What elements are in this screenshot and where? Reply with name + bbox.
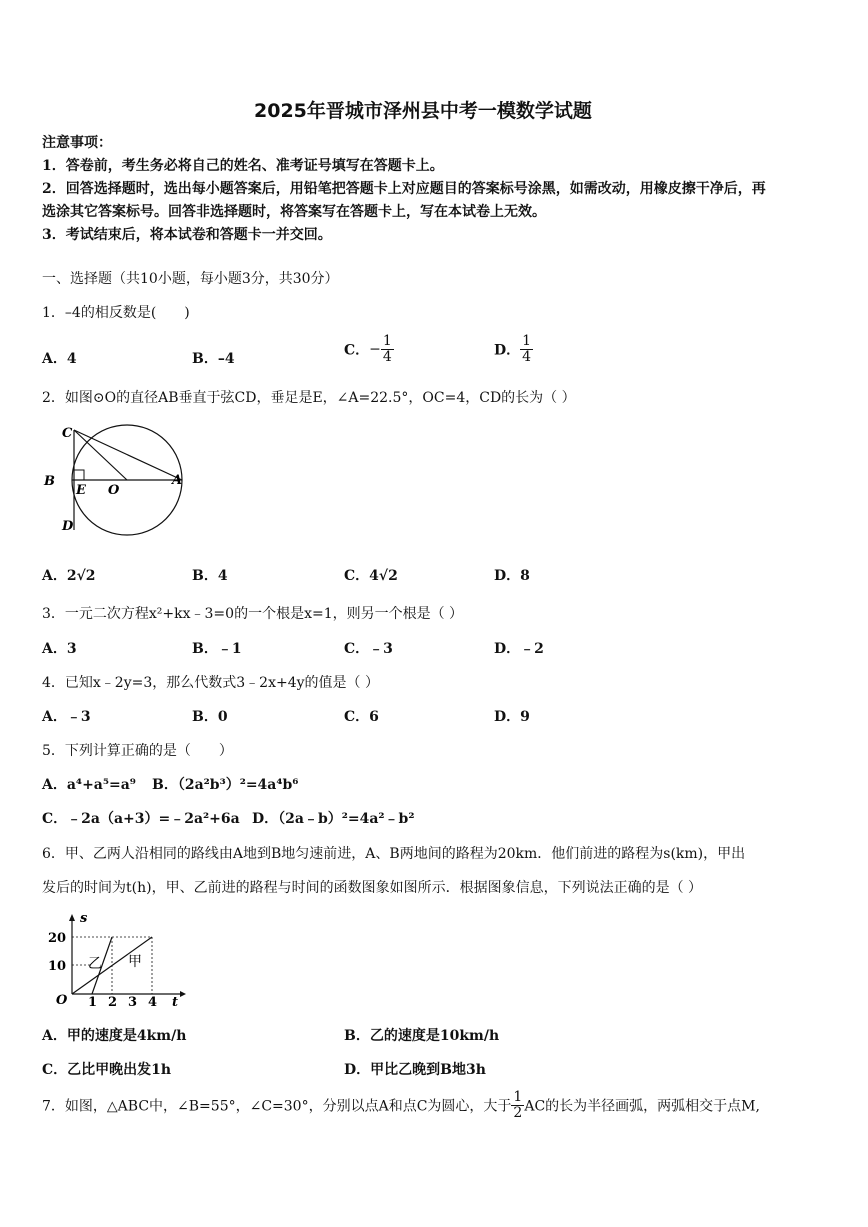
label-d: D xyxy=(62,519,74,534)
page-title: 2025年晋城市泽州县中考一模数学试题 xyxy=(254,100,592,122)
x-tick-4: 4 xyxy=(148,995,158,1008)
q6-option-d: D．甲比乙晚到B地3h xyxy=(344,1062,486,1078)
q6-option-c: C．乙比甲晚出发1h xyxy=(42,1062,172,1078)
q2-option-d: D．8 xyxy=(494,568,530,584)
q4-option-a: A．﹣3 xyxy=(42,709,91,725)
q2-option-c: C．4√2 xyxy=(344,568,398,584)
y-tick-10: 10 xyxy=(48,959,67,974)
q1-option-d xyxy=(494,334,533,365)
label-e: E xyxy=(76,483,86,498)
q5-option-d: D．（2a﹣b）²=4a²﹣b² xyxy=(252,811,415,827)
x-axis-label: t xyxy=(172,995,179,1008)
q7-stem-post: AC的长为半径画弧，两弧相交于点M, xyxy=(524,1098,760,1115)
q1-option-c-label: C． xyxy=(344,342,370,359)
q2-option-b: B．4 xyxy=(192,568,228,584)
question-6-stem-line2: 发后的时间为t(h)，甲、乙前进的路程与时间的函数图象如图所示．根据图象信息，下列说法正确的是（ ） xyxy=(42,880,703,896)
fraction-denominator: 4 xyxy=(382,349,392,365)
y-axis-label: s xyxy=(80,911,88,926)
q1-option-b: B．–4 xyxy=(192,351,235,367)
q1-option-a: A．4 xyxy=(42,351,77,367)
x-tick-1: 1 xyxy=(88,995,98,1008)
segment-ca xyxy=(74,430,182,480)
circle-figure xyxy=(40,418,190,540)
label-c: C xyxy=(62,426,73,441)
q3-option-c: C．﹣3 xyxy=(344,641,393,657)
label-a: A xyxy=(172,473,183,488)
segment-co xyxy=(74,430,127,480)
q3-option-d: D．﹣2 xyxy=(494,641,544,657)
question-7-stem xyxy=(42,1090,760,1121)
series-label-jia: 甲 xyxy=(128,954,142,970)
fraction-numerator: 1 xyxy=(513,1089,523,1105)
question-6-stem-line1: 6．甲、乙两人沿相同的路线由A地到B地匀速前进，A、B两地间的路程为20km．他们前进的路程为s(km)，甲出 xyxy=(42,846,746,862)
q4-option-d: D．9 xyxy=(494,709,530,725)
label-b: B xyxy=(44,474,55,489)
x-tick-3: 3 xyxy=(128,995,138,1008)
fraction-numerator: 1 xyxy=(522,333,532,349)
notice-item: 1．答卷前，考生务必将自己的姓名、准考证号填写在答题卡上。 xyxy=(42,158,444,174)
fraction-denominator: 2 xyxy=(513,1105,523,1121)
q5-option-c: C．﹣2a（a+3）=﹣2a²+6a xyxy=(42,811,240,827)
x-tick-2: 2 xyxy=(108,995,118,1008)
q3-option-a: A．3 xyxy=(42,641,77,657)
right-angle-mark xyxy=(74,470,84,480)
q1-option-c-fraction xyxy=(381,334,394,365)
notice-item: 选涂其它答案标号。回答非选择题时，将答案写在答题卡上，写在本试卷上无效。 xyxy=(42,204,546,220)
y-axis-arrow xyxy=(69,914,75,921)
q7-fraction xyxy=(511,1090,524,1121)
origin-label: O xyxy=(56,993,68,1008)
notice-heading: 注意事项： xyxy=(42,135,112,151)
q5-option-a: A．a⁴+a⁵=a⁹ xyxy=(42,777,136,793)
q1-option-c-sign: − xyxy=(369,341,381,358)
q6-option-b: B．乙的速度是10km/h xyxy=(344,1028,500,1044)
label-o: O xyxy=(108,483,120,498)
q1-option-d-fraction xyxy=(520,334,533,365)
q7-stem-pre: 7．如图，△ABC中，∠B=55°，∠C=30°，分别以点A和点C为圆心，大于 xyxy=(42,1098,512,1115)
q4-option-c: C．6 xyxy=(344,709,379,725)
y-tick-20: 20 xyxy=(48,931,67,946)
q1-option-c xyxy=(344,334,394,365)
x-axis-arrow xyxy=(180,991,186,997)
series-label-yi: 乙 xyxy=(88,956,102,972)
notice-item: 3．考试结束后，将本试卷和答题卡一并交回。 xyxy=(42,227,332,243)
q4-option-b: B．0 xyxy=(192,709,228,725)
question-2-stem: 2．如图⊙O的直径AB垂直于弦CD，垂足是E，∠A=22.5°，OC=4，CD的长为（ ） xyxy=(42,390,576,406)
notice-item: 2．回答选择题时，选出每小题答案后，用铅笔把答题卡上对应题目的答案标号涂黑，如需改动，用橡皮擦干净后，再 xyxy=(42,181,766,197)
q3-option-b: B．﹣1 xyxy=(192,641,242,657)
question-5-stem: 5．下列计算正确的是（ ） xyxy=(42,743,233,759)
question-4-stem: 4．已知x﹣2y=3，那么代数式3﹣2x+4y的值是（ ） xyxy=(42,675,379,691)
q2-option-a: A．2√2 xyxy=(42,568,96,584)
section-heading: 一、选择题（共10小题，每小题3分，共30分） xyxy=(42,271,339,287)
distance-time-graph xyxy=(40,908,200,1008)
question-1-stem: 1．–4的相反数是( ) xyxy=(42,305,190,321)
question-3-stem: 3．一元二次方程x²+kx﹣3=0的一个根是x=1，则另一个根是（ ） xyxy=(42,606,464,622)
fraction-denominator: 4 xyxy=(522,349,532,365)
fraction-numerator: 1 xyxy=(382,333,392,349)
q6-option-a: A．甲的速度是4km/h xyxy=(42,1028,187,1044)
q1-option-d-label: D． xyxy=(494,342,521,359)
q5-option-b: B．（2a²b³）²=4a⁴b⁶ xyxy=(152,777,299,793)
